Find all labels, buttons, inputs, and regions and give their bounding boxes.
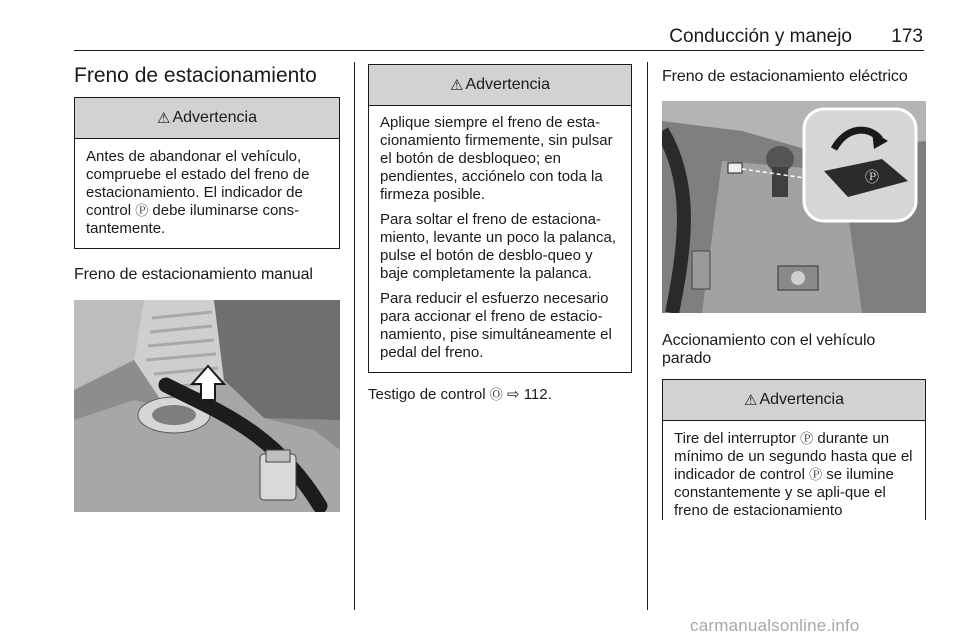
warning-body	[75, 139, 339, 248]
control-indicator-text: Testigo de control	[368, 386, 486, 403]
subsection-title-electric: Freno de estacionamiento eléctrico	[662, 68, 908, 85]
subsection-title-stopped: Accionamiento con el vehículo parado	[662, 332, 876, 367]
brake-system-indicator-icon: Ⓞ	[489, 387, 503, 402]
warning-header	[663, 380, 925, 421]
warning-paragraph-1: Aplique siempre el freno de esta-cionamiento firmemente, sin pulsar el botón de desbloqueo; en pendientes, acciónelo con toda la firmeza posible.	[380, 114, 613, 203]
warning-body	[663, 421, 925, 520]
page-number: 173	[891, 26, 923, 47]
warning-label: Advertencia	[465, 76, 550, 93]
parking-brake-switch-icon: Ⓟ	[800, 431, 814, 446]
warning-text-a: Tire del interruptor	[674, 430, 796, 447]
warning-paragraph-2: Para soltar el freno de estaciona-miento, levante un poco la palanca, pulse el botón de desblo-queo y baje completamente la palanca.	[380, 211, 616, 282]
section-title-parking-brake: Freno de estacionamiento	[74, 64, 317, 87]
column-1	[74, 64, 340, 512]
warning-text-a: Antes de abandonar el vehículo, compruebe el estado del freno de estacionamiento. El indicador de control	[86, 148, 310, 219]
warning-text-b: debe iluminarse cons-tantemente.	[86, 202, 300, 237]
column-divider-2	[647, 62, 648, 610]
running-header-title: Conducción y manejo	[669, 26, 852, 47]
manual-parking-brake-figure	[74, 300, 340, 512]
warning-triangle-icon: ⚠	[744, 392, 758, 409]
warning-box-2	[368, 64, 632, 373]
control-indicator-line	[368, 386, 632, 404]
warning-box-3	[662, 379, 926, 520]
column-divider-1	[354, 62, 355, 610]
svg-text:Ⓟ: Ⓟ	[865, 170, 879, 186]
warning-triangle-icon: ⚠	[157, 110, 171, 127]
warning-label: Advertencia	[759, 391, 844, 408]
page-ref-arrow-icon: ⇨	[506, 386, 520, 403]
warning-triangle-icon: ⚠	[450, 77, 464, 94]
warning-box-1	[74, 97, 340, 249]
column-2	[368, 64, 632, 404]
warning-header	[75, 98, 339, 139]
warning-paragraph-3: Para reducir el esfuerzo necesario para accionar el freno de estacio-namiento, pise simultáneamente el pedal del freno.	[380, 290, 612, 361]
watermark: carmanualsonline.info	[690, 616, 860, 635]
warning-text-b: durante un mínimo de un segundo hasta que el indicador de control	[674, 430, 913, 483]
warning-header	[369, 65, 631, 106]
parking-brake-indicator-icon: Ⓟ	[135, 203, 149, 218]
header-rule	[74, 50, 924, 51]
warning-body	[369, 106, 631, 372]
electric-parking-brake-figure	[662, 101, 926, 313]
warning-text-c: se ilumine constantemente y se apli-que el freno de estacionamiento	[674, 466, 894, 519]
page-reference: 112.	[523, 386, 552, 403]
subsection-title-manual: Freno de estacionamiento manual	[74, 266, 313, 283]
column-3	[662, 64, 926, 520]
parking-brake-indicator-icon: Ⓟ	[809, 467, 823, 482]
warning-label: Advertencia	[172, 109, 257, 126]
